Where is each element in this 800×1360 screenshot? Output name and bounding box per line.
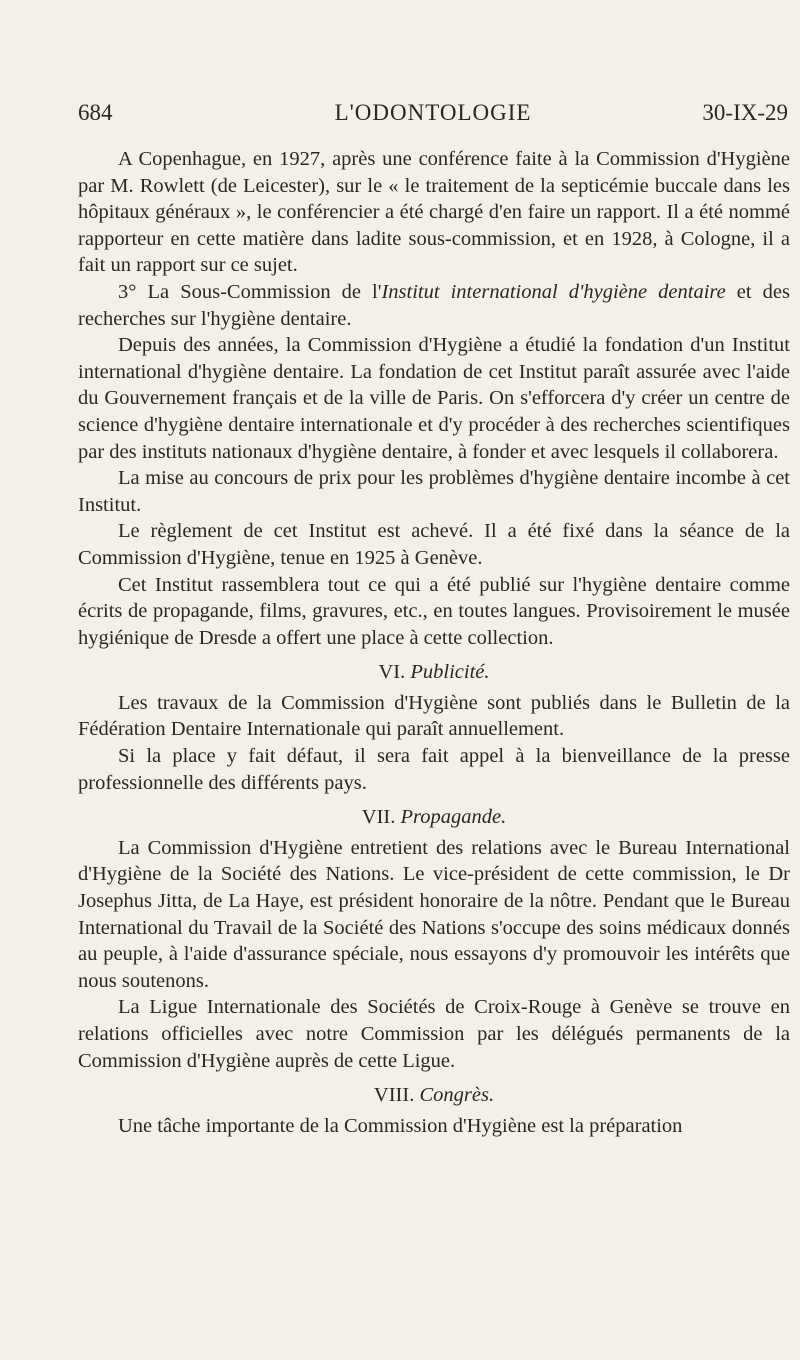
paragraph: Une tâche importante de la Commission d'Hygiène est la préparation (118, 1114, 683, 1137)
page-number: 684 (78, 100, 113, 125)
italic-title: Institut international d'hygiène dentaire (381, 280, 726, 303)
paragraph: 3° La Sous-Commission de l'Institut international d'hygiène dentaire et des recherches sur l'hygiène dentaire. (78, 280, 790, 330)
issue-date: 30-IX-29 (702, 100, 788, 125)
section-heading-vi: VI. Publicité. (378, 661, 490, 684)
paragraph: Cet Institut rassemblera tout ce qui a été publié sur l'hygiène dentaire comme écrits de propagande, films, gravures, etc., en toutes langues. Provisoirement le musée hygiénique de Dresde a offert une place à cette collection. (78, 573, 790, 649)
paragraph: Depuis des années, la Commission d'Hygiène a étudié la fondation d'un Institut international d'hygiène dentaire. La fondation de cet Institut paraît assurée avec l'aide du Gouvernement français et de la ville de Paris. On s'efforcera d'y créer un centre de science d'hygiène dentaire internationale et d'y procéder à des recherches scientifiques par des instituts nationaux d'hygiène dentaire, à fonder et avec lesquels il collaborera. (78, 334, 790, 463)
page-body (78, 146, 790, 1139)
paragraph: La mise au concours de prix pour les problèmes d'hygiène dentaire incombe à cet Institut. (78, 467, 790, 516)
page-header (78, 100, 788, 130)
paragraph: La Commission d'Hygiène entretient des relations avec le Bureau International d'Hygiène de la Société des Nations. Le vice-président de cette commission, le Dr Josephus Jitta, de La Haye, est président honoraire de la nôtre. Pendant que le Bureau International du Travail de la Société des Nations s'occupe des soins médicaux donnés au peuple, à l'aide d'assurance spéciale, nous essayons d'y promouvoir les intérêts que nous soutenons. (78, 836, 790, 992)
paragraph: Si la place y fait défaut, il sera fait appel à la bienveillance de la presse professionnelle des différents pays. (78, 745, 790, 794)
paragraph: Le règlement de cet Institut est achevé. Il a été fixé dans la séance de la Commission d'Hygiène, tenue en 1925 à Genève. (78, 520, 790, 569)
paragraph: La Ligue Internationale des Sociétés de Croix-Rouge à Genève se trouve en relations officielles avec notre Commission par les délégués permanents de la Commission d'Hygiène auprès de cette Ligue. (78, 996, 790, 1072)
paragraph: Les travaux de la Commission d'Hygiène sont publiés dans le Bulletin de la Fédération Dentaire Internationale qui paraît annuellement. (78, 691, 790, 741)
running-title: L'ODONTOLOGIE (334, 100, 532, 125)
paragraph: A Copenhague, en 1927, après une conférence faite à la Commission d'Hygiène par M. Rowlett (de Leicester), sur le « le traitement de la septicémie buccale dans les hôpitaux généraux », le conférencier a été chargé d'en faire un rapport. Il a été nommé rapporteur en cette matière dans ladite sous-commission, et en 1928, à Cologne, il a fait un rapport sur ce sujet. (78, 148, 790, 277)
section-heading-viii: VIII. Congrès. (373, 1084, 495, 1107)
section-heading-vii: VII. Propagande. (361, 806, 507, 829)
